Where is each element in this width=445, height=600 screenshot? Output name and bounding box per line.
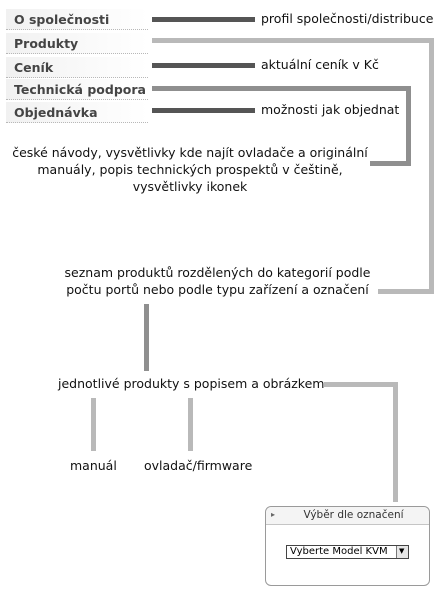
- connector-manual: [91, 398, 96, 451]
- connector-driver: [188, 398, 193, 451]
- connector-support-bottom: [370, 161, 411, 166]
- menu-item-cenik[interactable]: Ceník: [6, 57, 148, 78]
- label-driver-firmware: ovladač/firmware: [144, 458, 253, 473]
- connector-products-bottom: [378, 289, 434, 294]
- connector-items-down: [393, 382, 398, 502]
- menu-item-o-spolecnosti[interactable]: O společnosti: [6, 9, 148, 30]
- label-single-products: jednotlivé produkty s popisem a obrázkem: [58, 376, 325, 391]
- model-selection-box: [265, 506, 430, 586]
- menu-item-produkty[interactable]: Produkty: [6, 33, 148, 54]
- connector-order: [152, 108, 255, 113]
- label-product-list: seznam produktů rozdělených do kategorií podle počtu portů nebo podle typu zařízení a označení: [64, 265, 371, 297]
- connector-products-top: [152, 38, 434, 43]
- model-selection-title: Výběr dle označení: [303, 509, 404, 521]
- label-support-description: české návody, vysvětlivky kde najít ovladače a originální manuály, popis technických prospektů v češtině, vysvětlivky ikonek: [12, 145, 368, 194]
- label-price-list: aktuální ceník v Kč: [261, 57, 379, 72]
- connector-pricelist: [152, 63, 255, 68]
- connector-items-right: [324, 382, 398, 387]
- dropdown-arrow-button[interactable]: [396, 546, 408, 558]
- menu-item-objednavka[interactable]: Objednávka: [6, 102, 148, 123]
- connector-support-right: [406, 86, 411, 166]
- chevron-down-icon: ▼: [399, 547, 405, 555]
- menu-item-technicka-podpora[interactable]: Technická podpora: [6, 79, 148, 100]
- connector-products-to-items: [144, 304, 149, 371]
- label-company-profile: profil společnosti/distribuce: [261, 11, 434, 26]
- model-select-dropdown[interactable]: [286, 545, 409, 559]
- label-order-options: možnosti jak objednat: [261, 102, 400, 117]
- model-selection-header[interactable]: [266, 507, 429, 525]
- connector-support-top: [152, 86, 411, 91]
- label-manual: manuál: [70, 458, 117, 473]
- connector-company: [152, 17, 255, 22]
- model-select-value: Vyberte Model KVM: [290, 546, 388, 557]
- triangle-right-icon: ▸: [271, 510, 276, 519]
- connector-products-right: [429, 38, 434, 294]
